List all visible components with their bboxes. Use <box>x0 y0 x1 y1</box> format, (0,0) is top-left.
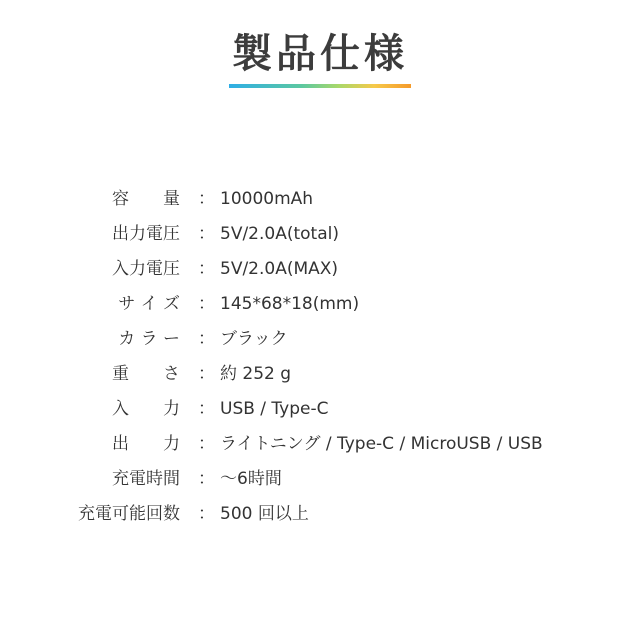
spec-row-output-voltage <box>0 217 640 252</box>
spec-value: 145*68*18(mm) <box>220 294 360 314</box>
title-underline <box>229 84 411 88</box>
spec-value: 5V/2.0A(total) <box>220 224 339 244</box>
spec-value: 5V/2.0A(MAX) <box>220 259 339 279</box>
spec-label: 充電可能回数 <box>78 504 180 524</box>
spec-value: ～6時間 <box>220 469 282 489</box>
spec-label: 充電時間 <box>112 469 180 489</box>
spec-separator: ： <box>198 294 215 314</box>
spec-row-charge-time <box>0 462 640 497</box>
spec-label: 入力電圧 <box>112 259 180 279</box>
spec-separator: ： <box>198 434 215 454</box>
spec-label: 入 力 <box>112 399 180 419</box>
spec-row-color <box>0 322 640 357</box>
spec-value: 10000mAh <box>220 189 314 209</box>
page-title: 製品仕様 <box>232 31 408 77</box>
spec-label: 出力電圧 <box>112 224 180 244</box>
spec-row-capacity <box>0 182 640 217</box>
spec-row-input <box>0 392 640 427</box>
spec-separator: ： <box>198 329 215 349</box>
spec-row-size <box>0 287 640 322</box>
spec-label: 容 量 <box>112 189 180 209</box>
spec-label: 重 さ <box>112 364 180 384</box>
spec-separator: ： <box>198 504 215 524</box>
spec-separator: ： <box>198 259 215 279</box>
spec-label: サ イ ズ <box>118 294 180 314</box>
spec-row-output <box>0 427 640 462</box>
spec-row-charge-cycles <box>0 497 640 532</box>
spec-value: ライトニング / Type-C / MicroUSB / USB <box>220 434 543 454</box>
spec-row-weight <box>0 357 640 392</box>
spec-separator: ： <box>198 469 215 489</box>
spec-separator: ： <box>198 189 215 209</box>
spec-separator: ： <box>198 364 215 384</box>
spec-label: 出 力 <box>112 434 180 454</box>
spec-separator: ： <box>198 224 215 244</box>
spec-label: カ ラ ー <box>118 329 180 349</box>
spec-row-input-voltage <box>0 252 640 287</box>
spec-value: 約 252 g <box>220 364 292 384</box>
spec-value: USB / Type-C <box>220 399 329 419</box>
spec-value: ブラック <box>220 329 288 349</box>
spec-separator: ： <box>198 399 215 419</box>
spec-table <box>0 182 640 532</box>
spec-value: 500 回以上 <box>220 504 309 524</box>
